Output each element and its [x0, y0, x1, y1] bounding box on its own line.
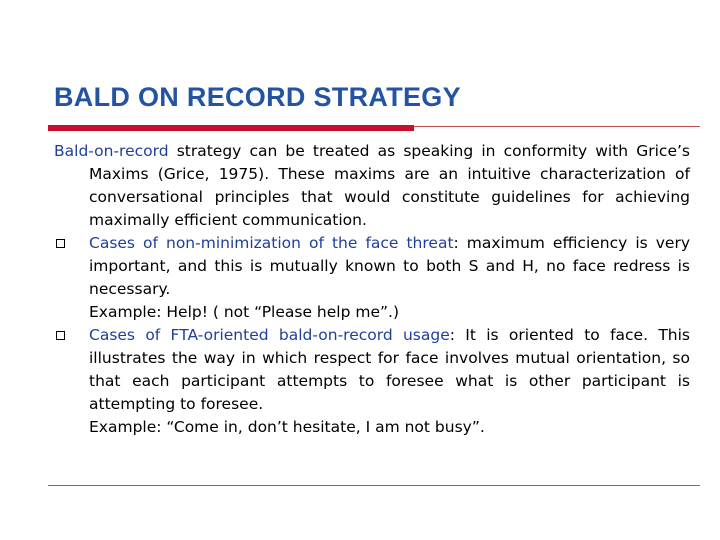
hollow-square-icon [56, 239, 65, 248]
bullet-1-example: Example: Help! ( not “Please help me”.) [89, 303, 400, 321]
intro-paragraph [54, 140, 690, 232]
intro-term: Bald-on-record [54, 142, 169, 160]
intro-text: strategy can be treated as speaking in conformity with Grice’s Maxims (Grice, 1975). These maxims are an intuitive characterization of conversational principles that would constitute guidelines for achieving maximally efficient communication. [89, 142, 690, 229]
bullet-1-text: : maximum efficiency is very important, and this is mutually known to both S and H, no face redress is necessary. [89, 234, 690, 298]
slide-title: BALD ON RECORD STRATEGY [54, 82, 461, 112]
bullet-2-term: Cases of FTA-oriented bald-on-record usage [89, 326, 450, 344]
title-divider-line [414, 126, 700, 127]
hollow-square-icon [56, 331, 65, 340]
bullet-2-text: : It is oriented to face. This illustrates the way in which respect for face involves mutual orientation, so that each participant attempts to foresee what is other participant is attempting to foresee. [89, 326, 690, 413]
footer-divider-line [48, 485, 700, 486]
bullet-1 [54, 232, 690, 301]
bullet-2-example: Example: “Come in, don’t hesitate, I am not busy”. [89, 418, 485, 436]
bullet-1-term: Cases of non-minimization of the face threat [89, 234, 454, 252]
bullet-2 [54, 324, 690, 416]
title-accent-rule [48, 125, 414, 131]
slide-body [54, 140, 690, 439]
